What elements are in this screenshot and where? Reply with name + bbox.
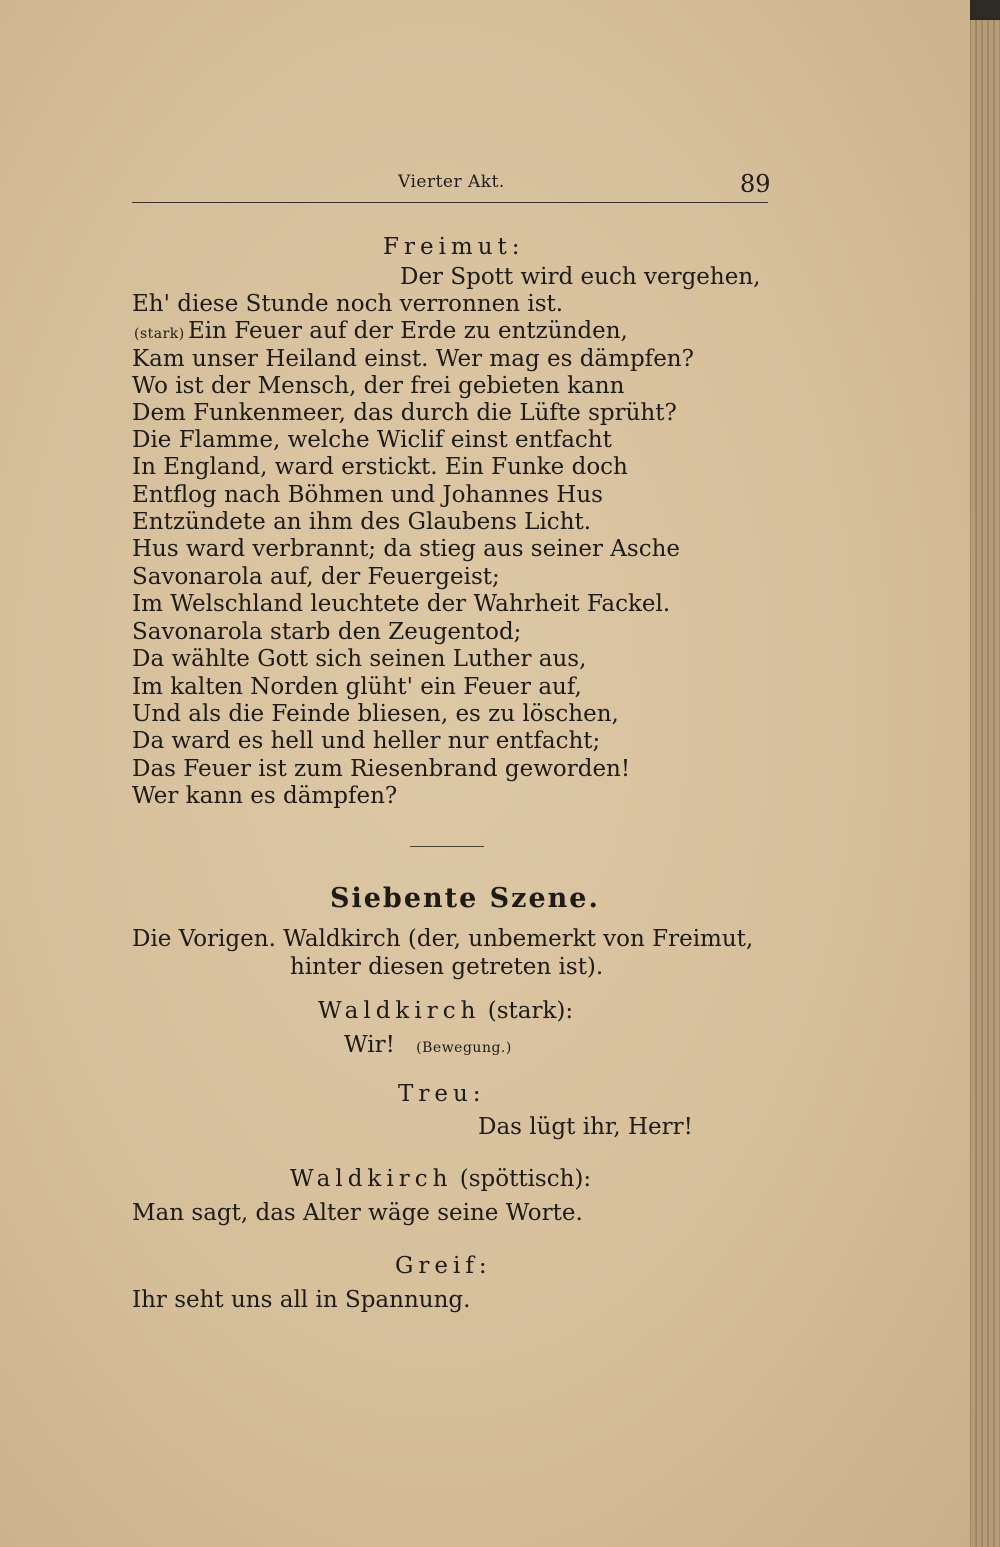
verse-line: Entflog nach Böhmen und Johannes Hus — [132, 482, 603, 508]
scene-direction: Die Vorigen. Waldkirch (der, unbemerkt von Freimut, — [132, 926, 754, 952]
verse-line: Kam unser Heiland einst. Wer mag es dämpfen? — [132, 346, 694, 372]
scene-direction: hinter diesen getreten ist). — [290, 954, 604, 980]
verse-line: Entzündete an ihm des Glaubens Licht. — [132, 509, 592, 535]
verse-line: Man sagt, das Alter wäge seine Worte. — [132, 1200, 583, 1226]
verse-line: Ein Feuer auf der Erde zu entzünden, — [188, 318, 628, 344]
speaker-line — [290, 1168, 591, 1191]
speaker-line — [318, 1000, 573, 1023]
verse-line: Ihr seht uns all in Spannung. — [132, 1287, 471, 1313]
speaker-name: Waldkirch — [290, 1166, 453, 1192]
verse-line: Da wählte Gott sich seinen Luther aus, — [132, 646, 587, 672]
verse-line: Im Welschland leuchtete der Wahrheit Fackel. — [132, 591, 671, 617]
verse-line: Savonarola starb den Zeugentod; — [132, 619, 522, 645]
speaker-name: Greif: — [395, 1253, 492, 1279]
verse-line: Dem Funkenmeer, das durch die Lüfte sprüht? — [132, 400, 677, 426]
verse-line: Das lügt ihr, Herr! — [478, 1114, 693, 1140]
stage-direction: (Bewegung.) — [416, 1040, 512, 1056]
verse-line: In England, ward erstickt. Ein Funke doch — [132, 454, 628, 480]
verse-line: Da ward es hell und heller nur entfacht; — [132, 728, 601, 754]
header-rule — [132, 202, 768, 203]
speaker-name: Treu: — [398, 1081, 486, 1107]
scene-title: Siebente Szene. — [330, 883, 600, 914]
verse-line: Der Spott wird euch vergehen, — [400, 264, 761, 290]
speaker-direction: (spöttisch): — [459, 1166, 592, 1192]
verse-line: Die Flamme, welche Wiclif einst entfacht — [132, 427, 612, 453]
speaker-name: Waldkirch — [318, 998, 481, 1024]
page-number: 89 — [740, 170, 771, 198]
speaker-name: Freimut: — [383, 234, 525, 260]
verse-line — [344, 1034, 512, 1057]
running-head: Vierter Akt. — [398, 172, 505, 192]
verse-line: Und als die Feinde bliesen, es zu löschen, — [132, 701, 619, 727]
verse-line: Eh' diese Stunde noch verronnen ist. — [132, 291, 564, 317]
verse-line: Hus ward verbrannt; da stieg aus seiner Asche — [132, 536, 681, 562]
stage-direction: (stark) — [134, 326, 185, 342]
speaker-direction: (stark): — [487, 998, 574, 1024]
verse-line: Wo ist der Mensch, der frei gebieten kann — [132, 373, 625, 399]
verse-line: Im kalten Norden glüht' ein Feuer auf, — [132, 674, 582, 700]
verse-text: Wir! — [344, 1032, 395, 1058]
scene-divider — [410, 846, 484, 847]
verse-line: Das Feuer ist zum Riesenbrand geworden! — [132, 756, 631, 782]
verse-line: Savonarola auf, der Feuergeist; — [132, 564, 500, 590]
verse-line: Wer kann es dämpfen? — [132, 783, 398, 809]
